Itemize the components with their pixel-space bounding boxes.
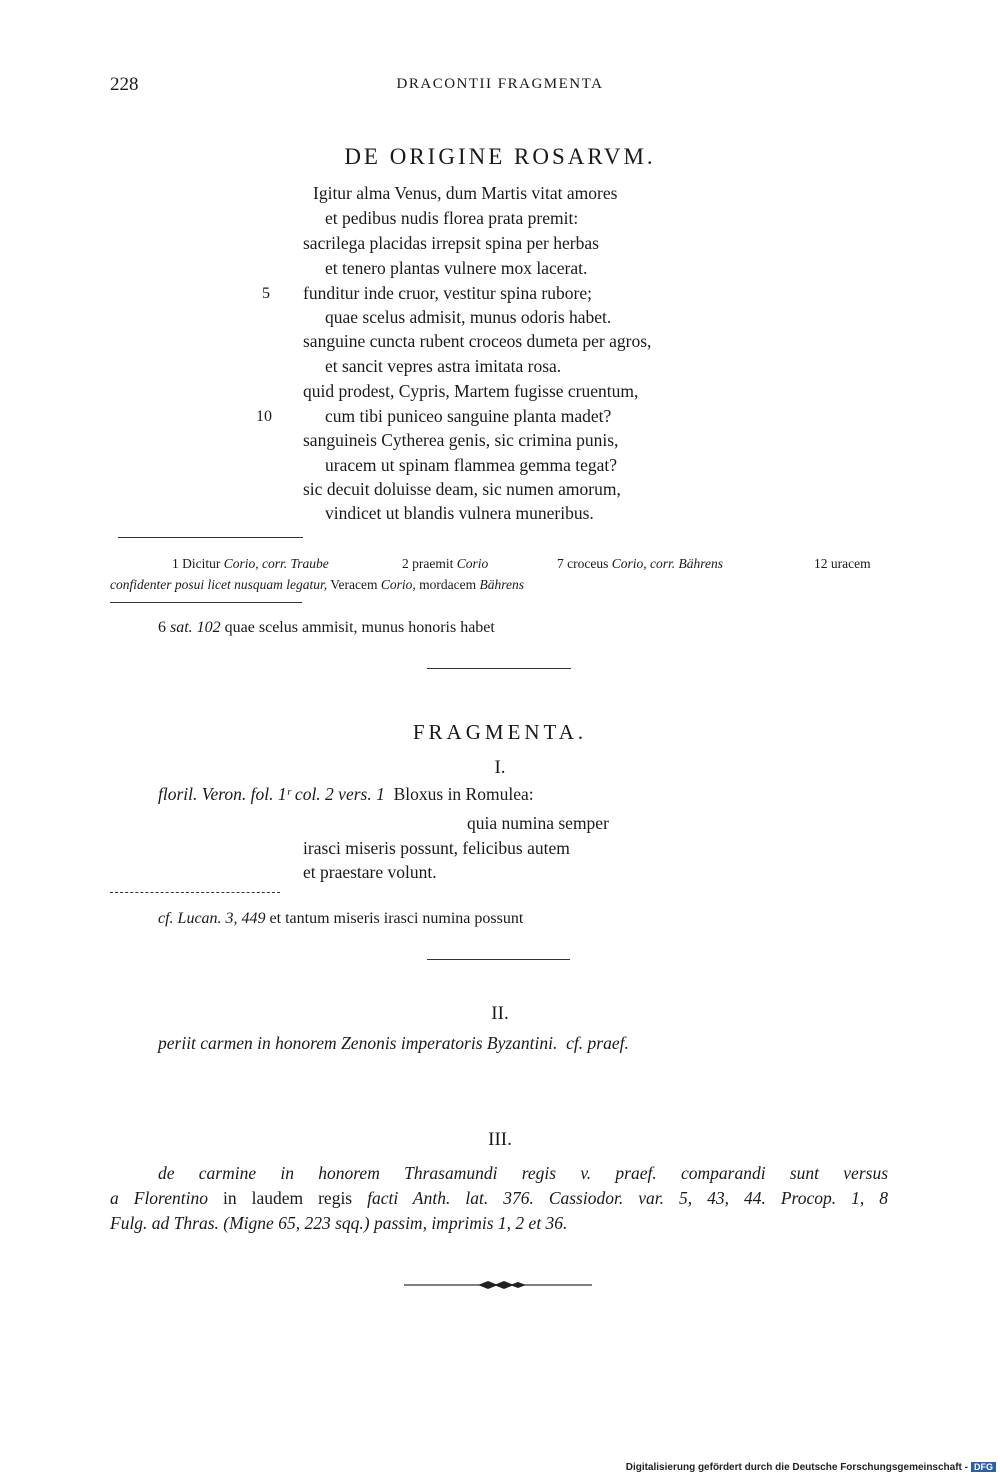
verse-line: sic decuit doluisse deam, sic numen amorum, (303, 479, 621, 499)
testimonium: 6 sat. 102 quae scelus ammisit, munus honoris habet (158, 619, 495, 636)
verse-line: et pedibus nudis florea prata premit: (325, 208, 579, 228)
page-number: 228 (110, 74, 139, 95)
verse-line: sanguineis Cytherea genis, sic crimina punis, (303, 430, 619, 450)
verse-line: cum tibi puniceo sanguine planta madet? (325, 406, 612, 426)
verse-line: sanguine cuncta rubent croceos dumeta per agros, (303, 331, 652, 351)
fragment-line: quia numina semper (467, 813, 609, 833)
fragment-note-line: a Florentino in laudem regis facti Anth. lat. 376. Cassiodor. var. 5, 43, 44. Procop. 1, 8 (110, 1188, 888, 1208)
running-title: DRACONTII FRAGMENTA (396, 76, 604, 92)
section-divider (427, 668, 571, 669)
ornament-divider (400, 1278, 596, 1292)
fragment-line: irasci miseris possunt, felicibus autem (303, 838, 570, 858)
dfg-logo: DFG (971, 1462, 996, 1472)
verse-line: quid prodest, Cypris, Martem fugisse cruentum, (303, 381, 639, 401)
verse-line: funditur inde cruor, vestitur spina rubore; (303, 283, 592, 303)
verse-line: quae scelus admisit, munus odoris habet. (325, 307, 612, 327)
fragment-number: I. (494, 757, 506, 778)
apparatus-note-2: 2 praemit Corio (402, 556, 489, 571)
apparatus-note-7: 7 croceus Corio, corr. Bährens (557, 556, 723, 571)
line-number: 5 (262, 285, 270, 302)
testimonia-rule (110, 602, 302, 603)
digitization-credit: Digitalisierung gefördert durch die Deutsche Forschungsgemeinschaft - DFG (626, 1462, 996, 1473)
apparatus-note-12: 12 uracem (814, 556, 871, 571)
verse-line: et sancit vepres astra imitata rosa. (325, 356, 562, 376)
verse-line: vindicet ut blandis vulnera muneribus. (325, 503, 594, 523)
apparatus-rule (110, 892, 280, 893)
fragment-number: III. (488, 1129, 512, 1150)
apparatus-rule (118, 537, 303, 538)
apparatus-note-1: 1 Dicitur Corio, corr. Traube (172, 556, 329, 571)
fragment-number: II. (491, 1003, 509, 1024)
line-number: 10 (256, 408, 272, 425)
section-divider (427, 959, 570, 960)
fragment-note: periit carmen in honorem Zenonis imperatoris Byzantini. cf. praef. (158, 1033, 629, 1053)
fragment-source: floril. Veron. fol. 1ʳ col. 2 vers. 1 Bloxus in Romulea: (158, 784, 534, 804)
testimonium: cf. Lucan. 3, 449 et tantum miseris irasci numina possunt (158, 910, 524, 927)
fragmenta-title: FRAGMENTA. (412, 720, 588, 744)
fragment-line: et praestare volunt. (303, 862, 437, 882)
fragment-note-line: Fulg. ad Thras. (Migne 65, 223 sqq.) passim, imprimis 1, 2 et 36. (110, 1213, 568, 1233)
verse-line: uracem ut spinam flammea gemma tegat? (325, 455, 618, 475)
verse-line: sacrilega placidas irrepsit spina per herbas (303, 233, 599, 253)
fragment-note-line: de carmine in honorem Thrasamundi regis v. praef. comparandi sunt versus (158, 1163, 889, 1183)
verse-line: et tenero plantas vulnere mox lacerat. (325, 258, 588, 278)
poem-title: DE ORIGINE ROSARVM. (344, 144, 656, 169)
verse-line: Igitur alma Venus, dum Martis vitat amores (313, 183, 618, 203)
apparatus-note-12-cont: confidenter posui licet nusquam legatur, Veracem Corio, mordacem Bährens (110, 577, 524, 592)
